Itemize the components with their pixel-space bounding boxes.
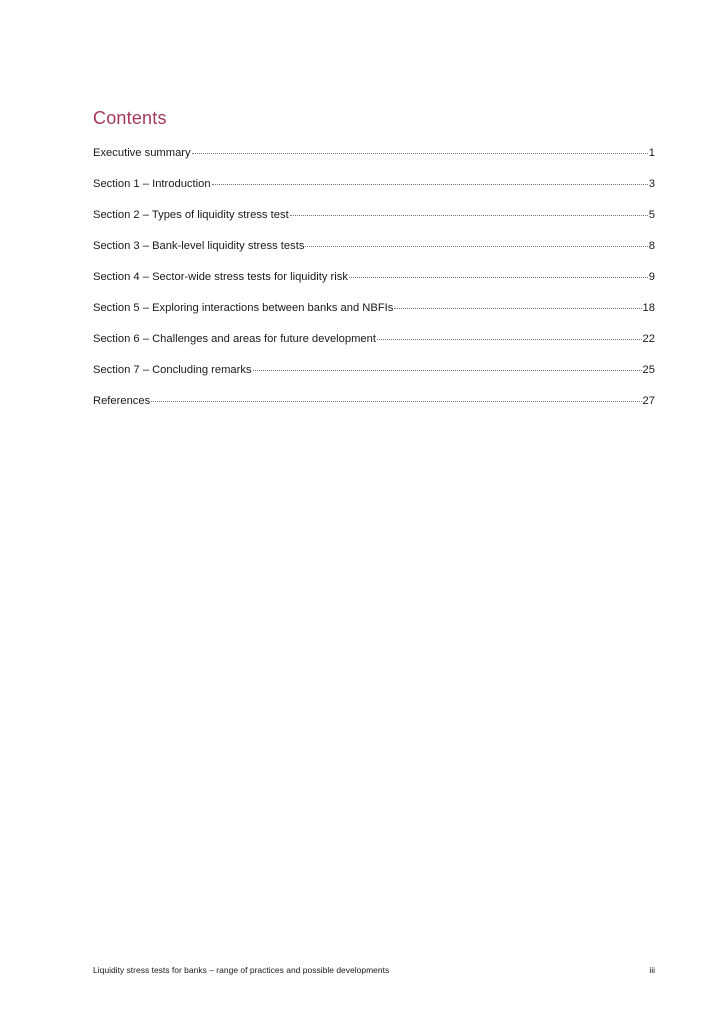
footer-document-title: Liquidity stress tests for banks – range of practices and possible developments bbox=[93, 965, 390, 975]
toc-entry-section-6[interactable] bbox=[93, 333, 655, 364]
toc-entry-label: Section 5 – Exploring interactions between banks and NBFIs bbox=[93, 302, 394, 314]
toc-dot-leader bbox=[349, 277, 648, 278]
toc-entry-label: Section 4 – Sector-wide stress tests for liquidity risk bbox=[93, 271, 348, 283]
toc-entry-label: Executive summary bbox=[93, 147, 191, 159]
toc-entry-page: 3 bbox=[648, 178, 655, 190]
toc-entry-section-2[interactable] bbox=[93, 209, 655, 240]
toc-entry-page: 5 bbox=[648, 209, 655, 221]
toc-entry-page: 25 bbox=[642, 364, 655, 376]
toc-entry-section-4[interactable] bbox=[93, 271, 655, 302]
toc-dot-leader bbox=[290, 215, 648, 216]
toc-entry-page: 22 bbox=[642, 333, 655, 345]
toc-entry-label: Section 7 – Concluding remarks bbox=[93, 364, 252, 376]
toc-entry-label: Section 1 – Introduction bbox=[93, 178, 211, 190]
toc-entry-page: 18 bbox=[642, 302, 655, 314]
toc-entry-page: 1 bbox=[648, 147, 655, 159]
toc-dot-leader bbox=[151, 401, 641, 402]
table-of-contents bbox=[93, 147, 655, 426]
toc-dot-leader bbox=[394, 308, 641, 309]
toc-entry-section-7[interactable] bbox=[93, 364, 655, 395]
toc-entry-label: Section 6 – Challenges and areas for future development bbox=[93, 333, 376, 345]
toc-entry-references[interactable] bbox=[93, 395, 655, 426]
toc-dot-leader bbox=[377, 339, 642, 340]
toc-entry-page: 27 bbox=[642, 395, 655, 407]
toc-dot-leader bbox=[192, 153, 648, 154]
toc-entry-section-1[interactable] bbox=[93, 178, 655, 209]
toc-entry-page: 9 bbox=[648, 271, 655, 283]
footer-page-number: iii bbox=[649, 965, 655, 975]
toc-entry-section-5[interactable] bbox=[93, 302, 655, 333]
toc-entry-executive-summary[interactable] bbox=[93, 147, 655, 178]
page-title: Contents bbox=[93, 108, 167, 128]
toc-entry-page: 8 bbox=[648, 240, 655, 252]
toc-entry-label: Section 2 – Types of liquidity stress test bbox=[93, 209, 289, 221]
toc-entry-section-3[interactable] bbox=[93, 240, 655, 271]
toc-entry-label: Section 3 – Bank-level liquidity stress tests bbox=[93, 240, 305, 252]
toc-dot-leader bbox=[253, 370, 642, 371]
toc-dot-leader bbox=[305, 246, 647, 247]
toc-entry-label: References bbox=[93, 395, 151, 407]
page-footer bbox=[93, 965, 655, 975]
toc-dot-leader bbox=[212, 184, 648, 185]
